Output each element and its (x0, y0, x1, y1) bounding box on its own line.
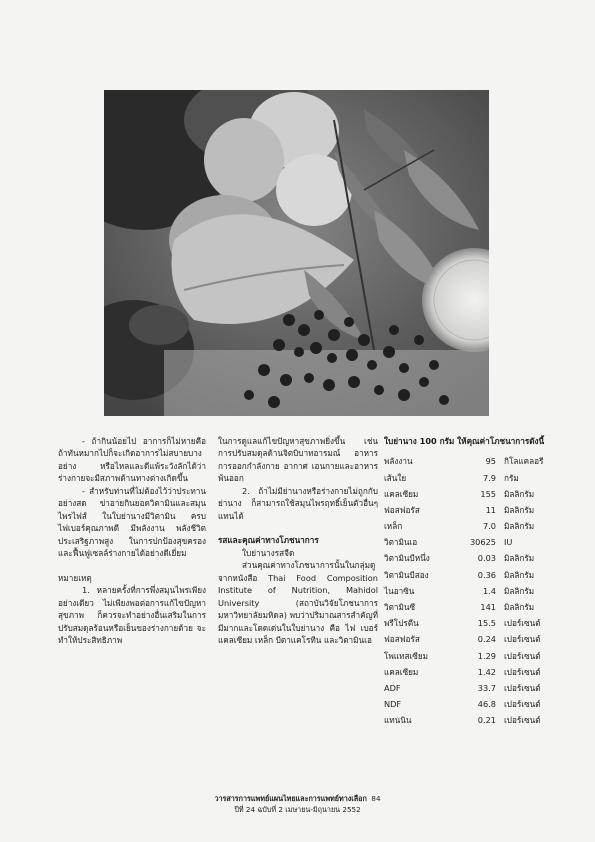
nutrient-name: แคลเซียม (384, 488, 419, 499)
paragraph: ในการดูแลแก้ไขปัญหาสุขภาพยิ่งขึ้น เช่น การปรับสมดุลด้านจิตบิบาทอารมณ์ อาหาร การออกกำลังกาย อากาศ เอนกายและอาหารพ้นออก (218, 436, 378, 484)
nutrient-unit: มิลลิกรัม (504, 488, 535, 499)
paragraph: ใบย่านางรสจืด (242, 547, 295, 558)
nutrient-unit: เปอร์เซนต์ (504, 682, 541, 693)
nutrition-row (384, 502, 564, 518)
nutrient-name: โพแทสเซียม (384, 650, 429, 661)
nutrient-value: 1.42 (477, 666, 496, 677)
nutrient-value: 46.8 (477, 699, 496, 710)
issue-info: ปีที่ 24 ฉบับที่ 2 เมษายน-มิถุนายน 2552 (234, 804, 361, 814)
paragraph: 2. ถ้าไม่มีย่านางหรือร่างกายไม่ถูกกับย่านาง ก็สามารถใช้สมุนไพรฤทธิ์เย็นตัวอื่นๆ แทนได้ (218, 485, 378, 521)
nutrition-row (384, 599, 564, 615)
nutrition-intro: ใบย่านาง 100 กรัม ให้คุณค่าโภชนาการดังนี้ (384, 436, 545, 446)
nutrition-row (384, 534, 564, 550)
nutrient-value: 0.03 (477, 553, 496, 564)
nutrient-value: 0.24 (477, 634, 496, 645)
nutrient-unit: เปอร์เซนต์ (504, 634, 541, 645)
nutrient-value: 7.9 (482, 472, 496, 483)
nutrient-value: 7.0 (482, 521, 496, 532)
nutrition-column (384, 435, 569, 729)
nutrient-unit: มิลลิกรัม (504, 521, 535, 532)
nutrition-row (384, 453, 564, 469)
nutrient-value: 155 (480, 488, 496, 499)
nutrition-table (384, 453, 564, 728)
paragraph: - สำหรับท่านที่ไม่ต้องไว้ว่าประทานอย่างสด ข่าอายกินยอดวิตามินและสมุนไพรไฟส์ ในใบย่านางมีวิตามิน ครบไฟเบอร์คุณภาพดี มีพลังงาน พลังชีวิตประเสริฐภาพสูง ในการปกป้องสุขครองและฟื้นฟูเซลล์ร่างกายได้อย่างดีเยี่ยม (58, 485, 206, 559)
text-column-2 (218, 435, 378, 647)
nutrient-value: 0.36 (477, 569, 496, 580)
nutrient-name: ฟอสฟอรัส (384, 504, 420, 515)
page-number: 84 (371, 794, 381, 803)
nutrient-name: วิตามินบีสอง (384, 569, 429, 580)
nutrition-row (384, 632, 564, 648)
paragraph: 1. หลายครั้งที่การพึ่งสมุนไพรเพียงอย่างเดียว ไม่เพียงพอต่อการแก้ไขปัญหาสุขภาพ ก็ควรจะทำอย่างอื่นเสริมในการปรับสมดุลร้อนหรือเย็นของร่างกายด้วย จะทำให้ประสิทธิภาพ (58, 585, 206, 646)
nutrient-value: 30625 (469, 537, 496, 548)
section-heading: หมายเหตุ (58, 572, 92, 583)
nutrient-name: NDF (384, 699, 402, 710)
nutrient-name: พรีโปรตีน (384, 618, 419, 629)
herbs-fruit-photo (104, 90, 489, 416)
nutrition-row (384, 518, 564, 534)
nutrient-unit: มิลลิกรัม (504, 569, 535, 580)
nutrient-unit: เปอร์เซนต์ (504, 618, 541, 629)
nutrient-unit: มิลลิกรัม (504, 602, 535, 613)
nutrient-name: ADF (384, 682, 401, 693)
text-column-1 (58, 435, 206, 647)
nutrient-unit: IU (504, 537, 513, 548)
nutrient-unit: กิโลแคลอรี (504, 456, 544, 467)
nutrient-value: 141 (480, 602, 496, 613)
nutrient-unit: เปอร์เซนต์ (504, 699, 541, 710)
nutrient-value: 11 (485, 504, 496, 515)
nutrient-name: แทนนิน (384, 715, 412, 726)
nutrition-row (384, 486, 564, 502)
paragraph: ส่วนคุณค่าทางโภชนาการนั้นในกลุ่มดู จากหนังสือ Thai Food Composition Institute of Nutrition, Mahidol University (สถาบันวิจัยโภชนาการ มหาวิทยาลัยมหิดล) พบว่าปริมาณสารสำคัญที่มีมากและโดดเด่นในใบย่านาง คือ ไฟ เบอร์ แคลเซียม เหล็ก บีตาแคโรทีน และวิตามินเอ (218, 560, 378, 646)
nutrient-name: วิตามินบีหนึ่ง (384, 553, 430, 564)
nutrient-name: เหล็ก (384, 521, 403, 532)
nutrition-row (384, 583, 564, 599)
paragraph: - ถ้ากินน้อยไป อาการก็ไม่หายคือ ถ้าทันหมากไปก็จะเกิดอาการไม่สบายบางอย่าง หรือไหลและดีแพ้ระวังลักได้ว่าร่างกายจะมีสภาพด้านทางต่างเกิดขึ้น (58, 436, 206, 484)
nutrient-name: วิตามินเอ (384, 537, 418, 548)
nutrient-value: 1.29 (477, 650, 496, 661)
nutrient-unit: เปอร์เซนต์ (504, 715, 541, 726)
journal-name: วารสารการแพทย์แผนไทยและการแพทย์ทางเลือก (214, 794, 367, 803)
section-heading: รสและคุณค่าทางโภชนาการ (218, 535, 319, 546)
nutrition-row (384, 567, 564, 583)
nutrient-value: 0.21 (477, 715, 496, 726)
nutrition-row (384, 615, 564, 631)
nutrient-name: ไนอาซิน (384, 585, 415, 596)
nutrient-unit: มิลลิกรัม (504, 585, 535, 596)
nutrition-row (384, 470, 564, 486)
nutrient-unit: กรัม (504, 472, 519, 483)
nutrition-row (384, 664, 564, 680)
nutrient-name: วิตามินซี (384, 602, 416, 613)
nutrition-row (384, 712, 564, 728)
nutrient-unit: เปอร์เซนต์ (504, 650, 541, 661)
nutrient-name: พลังงาน (384, 456, 413, 467)
nutrition-row (384, 551, 564, 567)
nutrient-unit: เปอร์เซนต์ (504, 666, 541, 677)
nutrient-value: 15.5 (477, 618, 496, 629)
page-footer (0, 794, 595, 816)
nutrient-value: 33.7 (477, 682, 496, 693)
nutrient-value: 95 (485, 456, 496, 467)
nutrient-name: ฟอสฟอรัส (384, 634, 420, 645)
nutrition-row (384, 696, 564, 712)
nutrient-value: 1.4 (482, 585, 496, 596)
nutrient-unit: มิลลิกรัม (504, 553, 535, 564)
nutrition-row (384, 648, 564, 664)
nutrient-unit: มิลลิกรัม (504, 504, 535, 515)
nutrition-row (384, 680, 564, 696)
nutrient-name: เส้นใย (384, 472, 407, 483)
nutrient-name: แคลเซียม (384, 666, 419, 677)
